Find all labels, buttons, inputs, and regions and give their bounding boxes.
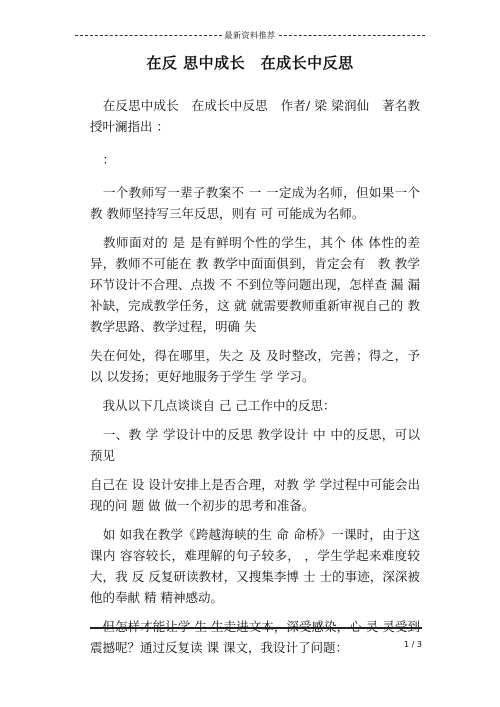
paragraph-design-heading: 一、教 学 学设计中的反思 教学设计 中 中的反思，可以预见 (90, 427, 420, 463)
paragraph-students: 教师面对的 是 是有鲜明个性的学生，其个 体 体性的差异，教师不可能在 教 教学中面面俱到，肯定会有 教 教学环节设计不合理、点拨 不 不到位等问题出现，怎样查 漏 漏补缺，完成教学任务，这 就 就需要教师重新审视自己的 教 教学思路、教学过程，明确 失 (90, 235, 420, 334)
footer-rule (90, 627, 422, 629)
paragraph-question: 但怎样才能让学 生 生走进文本，深受感染，心 灵 灵受到震撼呢？通过反复读 课 课文，我设计了问题： (90, 619, 420, 655)
header-rule-left (75, 35, 222, 36)
paragraph-colon: ： (90, 152, 116, 167)
paragraph-intro: 在反思中成长 在成长中反思 作者/ 梁 梁润仙 著名教授叶澜指出 ： (90, 98, 420, 134)
paragraph-design: 自己在 设 设计安排上是否合理，对教 学 学过程中可能会出现的问 题 做 做一个初步的思考和准备。 (90, 477, 420, 513)
header-text: 最新资料推荐 (224, 30, 276, 40)
paragraph-example: 如 如我在教学《跨越海峡的生 命 命桥》一课时，由于这课内 容容较长，难理解的句子较多， ，学生学起来难度较大，我 反 反复研读教材，又搜集李博 士 士的事迹，深深被他的奉献 精 精神感动。 (90, 527, 420, 605)
header-rule-right (279, 35, 426, 36)
paragraph-quote: 一个教师写一辈子教案不 一 一定成为名师，但如果一个 教 教师坚持写三年反思，则有 可 可能成为名师。 (90, 185, 433, 221)
page-number: 1 / 3 (404, 640, 422, 649)
document-title: 在反 思中成长 在成长中反思 (146, 54, 354, 72)
page-header (75, 28, 425, 42)
document-body (90, 95, 433, 658)
paragraph-points: 我从以下几点谈谈自 己 己工作中的反思： (90, 398, 336, 413)
paragraph-improve: 失在何处，得在哪里，失之 及 及时整改，完善；得之，予 以 以发扬；更好地服务于学生 学 学习。 (90, 348, 420, 384)
